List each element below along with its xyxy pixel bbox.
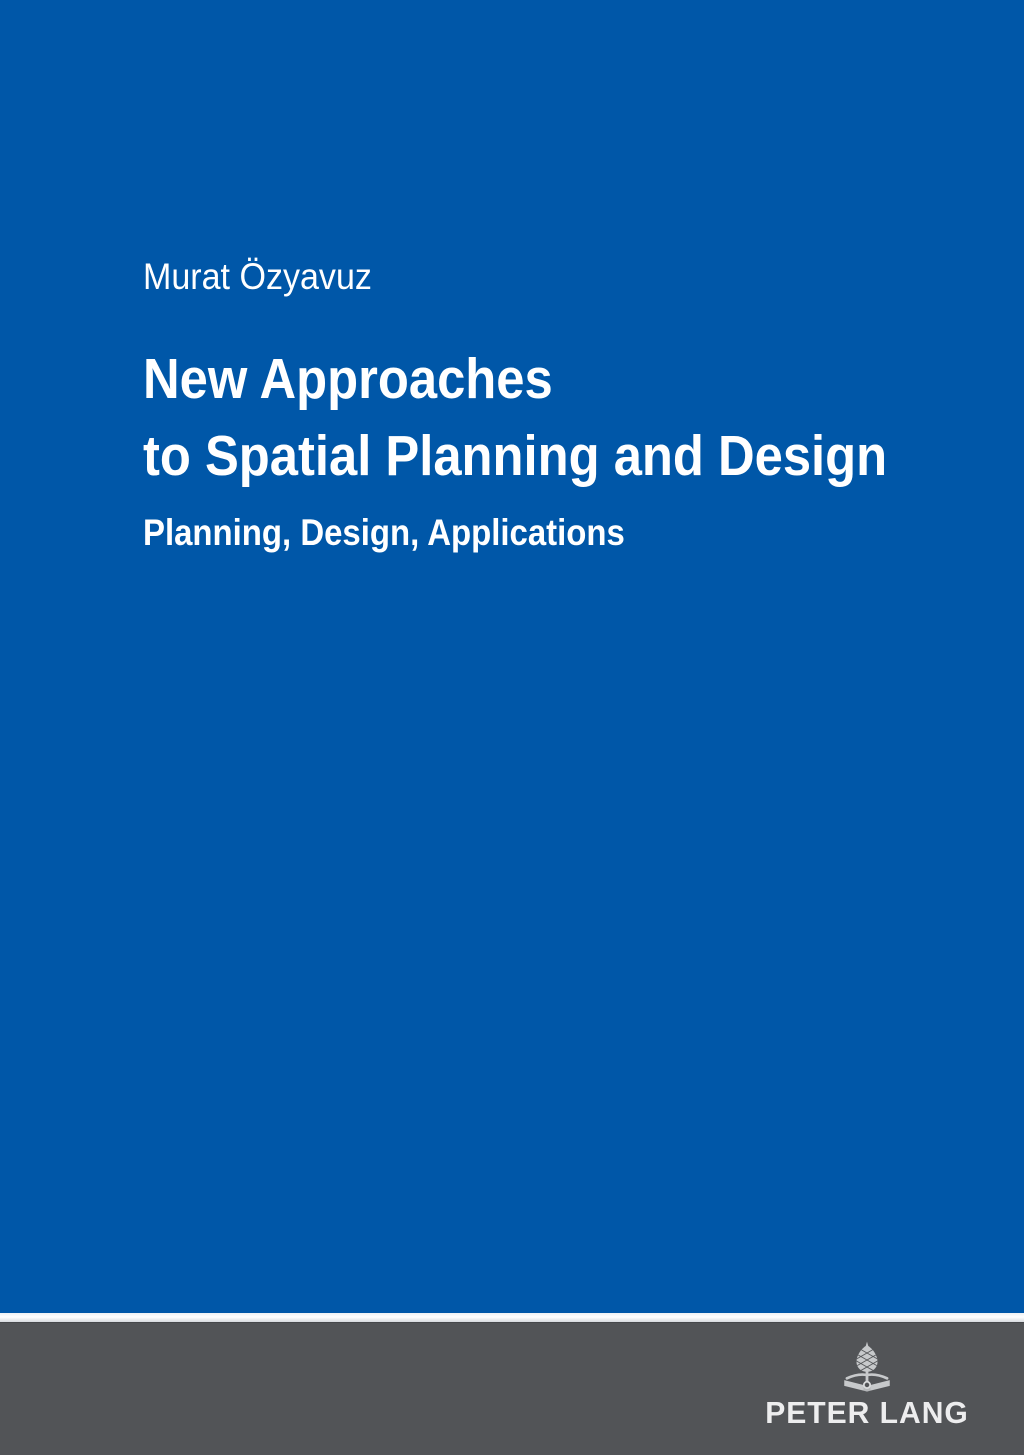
book-subtitle: Planning, Design, Applications [143,512,625,553]
peter-lang-emblem-icon [839,1339,895,1395]
book-title [143,341,887,495]
separator-band [0,1313,1024,1322]
book-title-line2: to Spatial Planning and Design [143,424,888,488]
publisher-logo [762,1339,972,1431]
author-name: Murat Özyavuz [143,256,372,297]
publisher-name: PETER LANG [765,1395,969,1430]
publisher-bar [0,1322,1024,1455]
book-title-line1: New Approaches [143,347,553,411]
